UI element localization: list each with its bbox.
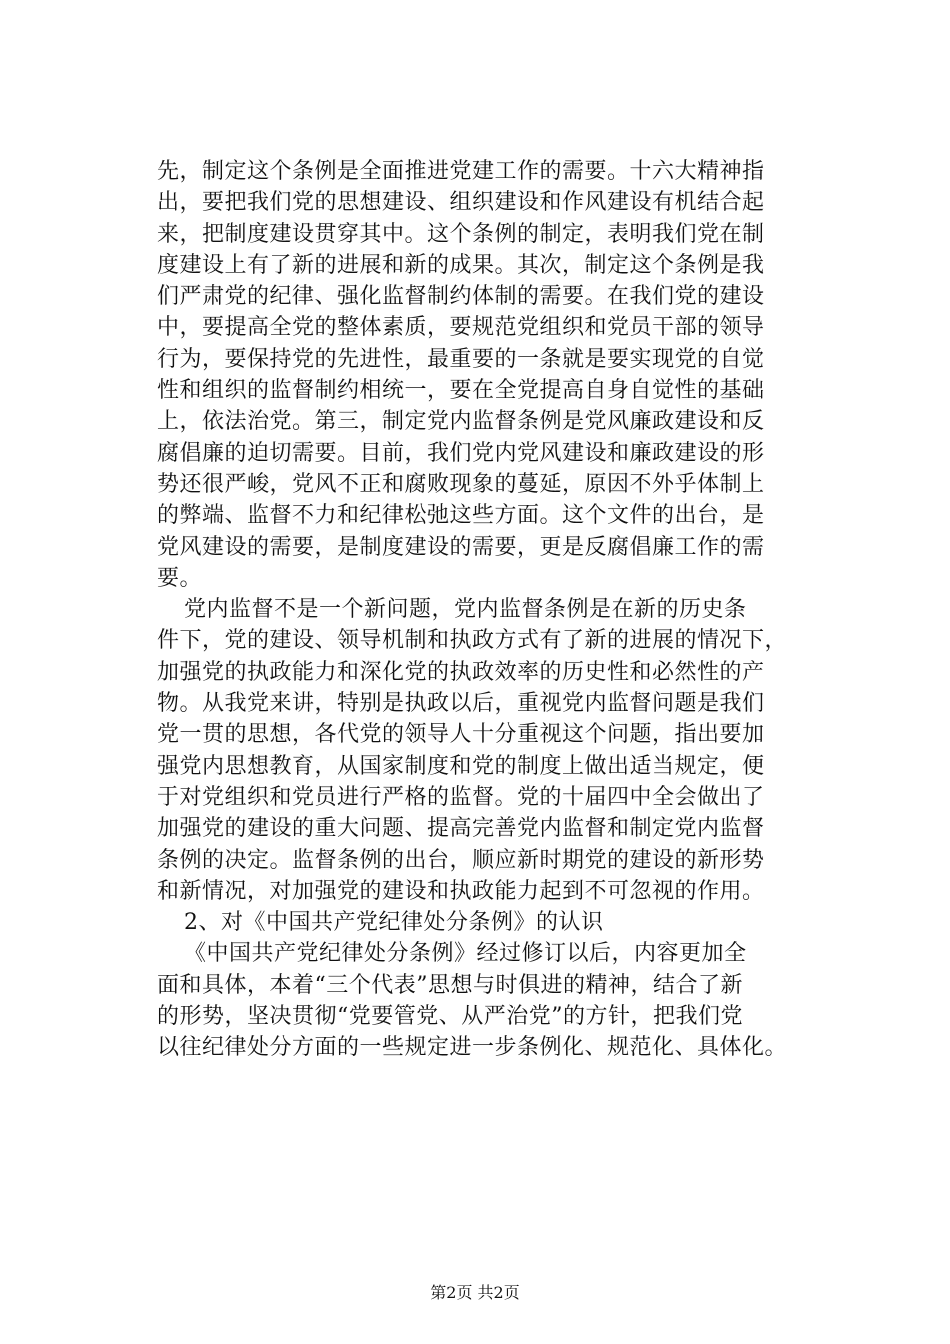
text-line: 上，依法治党。第三，制定党内监督条例是党风廉政建设和反 <box>157 409 765 435</box>
text-line: 势还很严峻，党风不正和腐败现象的蔓延，原因不外乎体制上 <box>157 471 765 497</box>
text-line: 面和具体，本着“三个代表”思想与时俱进的精神，结合了新 <box>157 972 743 998</box>
text-line: 和新情况，对加强党的建设和执政能力起到不可忽视的作用。 <box>157 878 765 904</box>
text-line: 中，要提高全党的整体素质，要规范党组织和党员干部的领导 <box>157 315 765 341</box>
section-heading: 2、对《中国共产党纪律处分条例》的认识 <box>184 910 604 936</box>
text-line: 于对党组织和党员进行严格的监督。党的十届四中全会做出了 <box>157 784 765 810</box>
text-line: 党一贯的思想，各代党的领导人十分重视这个问题，指出要加 <box>157 722 765 748</box>
text-line: 物。从我党来讲，特别是执政以后，重视党内监督问题是我们 <box>157 691 765 717</box>
text-line: 加强党的执政能力和深化党的执政效率的历史性和必然性的产 <box>157 659 765 685</box>
text-line: 件下，党的建设、领导机制和执政方式有了新的进展的情况下， <box>157 628 788 654</box>
text-line: 来，把制度建设贯穿其中。这个条例的制定，表明我们党在制 <box>157 221 765 247</box>
text-line: 加强党的建设的重大问题、提高完善党内监督和制定党内监督 <box>157 816 765 842</box>
text-line: 以往纪律处分方面的一些规定进一步条例化、规范化、具体化。 <box>157 1035 788 1061</box>
text-line: 强党内思想教育，从国家制度和党的制度上做出适当规定，便 <box>157 753 765 779</box>
text-line: 《中国共产党纪律处分条例》经过修订以后，内容更加全 <box>184 941 747 967</box>
text-line: 党风建设的需要，是制度建设的需要，更是反腐倡廉工作的需 <box>157 534 765 560</box>
text-line: 条例的决定。监督条例的出台，顺应新时期党的建设的新形势 <box>157 847 765 873</box>
page-number: 第2页 共2页 <box>430 1283 520 1302</box>
text-line: 要。 <box>157 565 203 591</box>
text-line: 先，制定这个条例是全面推进党建工作的需要。十六大精神指 <box>157 159 765 184</box>
text-line: 性和组织的监督制约相统一，要在全党提高自身自觉性的基础 <box>157 378 765 404</box>
text-line: 行为，要保持党的先进性，最重要的一条就是要实现党的自觉 <box>157 346 765 372</box>
document-body <box>157 156 817 1064</box>
text-line: 出，要把我们党的思想建设、组织建设和作风建设有机结合起 <box>157 190 765 216</box>
text-line: 腐倡廉的迫切需要。目前，我们党内党风建设和廉政建设的形 <box>157 440 765 466</box>
text-line: 党内监督不是一个新问题，党内监督条例是在新的历史条 <box>184 597 747 623</box>
text-line: 度建设上有了新的进展和新的成果。其次，制定这个条例是我 <box>157 252 765 278</box>
text-line: 们严肃党的纪律、强化监督制约体制的需要。在我们党的建设 <box>157 284 765 310</box>
text-line: 的形势，坚决贯彻“党要管党、从严治党”的方针，把我们党 <box>157 1004 743 1030</box>
text-line: 的弊端、监督不力和纪律松弛这些方面。这个文件的出台，是 <box>157 503 765 529</box>
